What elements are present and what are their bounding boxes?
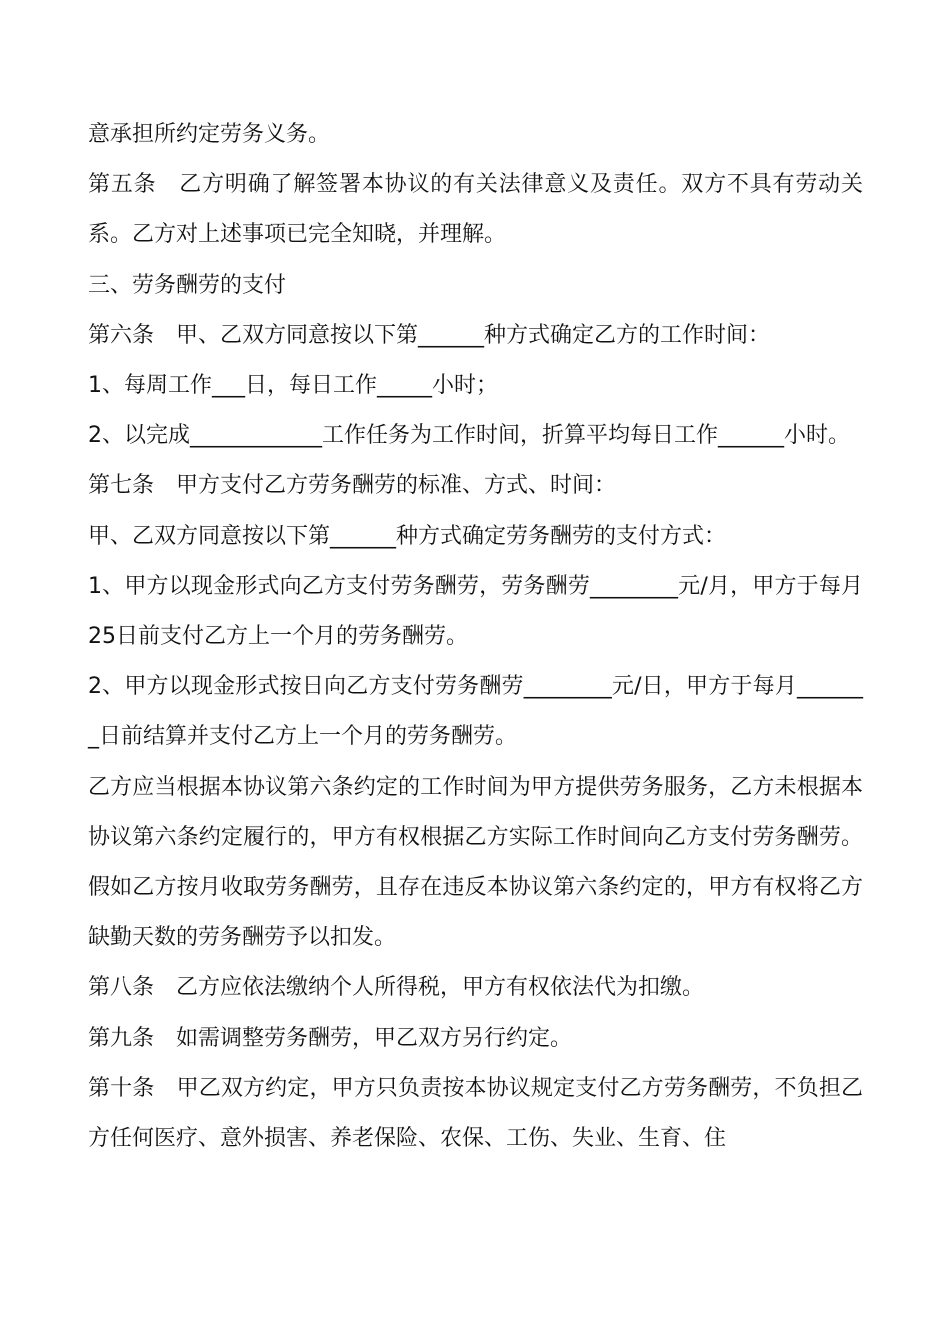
article-7-option-1: 1、甲方以现金形式向乙方支付劳务酬劳，劳务酬劳________元/月，甲方于每月25日前支付乙方上一个月的劳务酬劳。 [88, 573, 863, 650]
article-6-option-1: 1、每周工作___日，每日工作_____小时； [88, 373, 498, 399]
article-10: 第十条 甲乙双方约定，甲方只负责按本协议规定支付乙方劳务酬劳，不负担乙方任何医疗、意外损害、养老保险、农保、工伤、失业、生育、住 [88, 1075, 863, 1152]
article-6: 第六条 甲、乙双方同意按以下第______种方式确定乙方的工作时间： [88, 322, 771, 348]
article-7: 第七条 甲方支付乙方劳务酬劳的标准、方式、时间： [88, 473, 617, 499]
article-6-option-2: 2、以完成____________工作任务为工作时间，折算平均每日工作______小时。 [88, 423, 850, 449]
article-7-method: 甲、乙双方同意按以下第______种方式确定劳务酬劳的支付方式： [88, 523, 727, 549]
article-7-service-clause: 乙方应当根据本协议第六条约定的工作时间为甲方提供劳务服务，乙方未根据本协议第六条约定履行的，甲方有权根据乙方实际工作时间向乙方支付劳务酬劳。假如乙方按月收取劳务酬劳，且存在违反本协议第六条约定的，甲方有权将乙方缺勤天数的劳务酬劳予以扣发。 [88, 774, 863, 951]
document-body [88, 110, 863, 1164]
article-8: 第八条 乙方应依法缴纳个人所得税，甲方有权依法代为扣缴。 [88, 975, 705, 1001]
article-7-option-2: 2、甲方以现金形式按日向乙方支付劳务酬劳________元/日，甲方于每月_______日前结算并支付乙方上一个月的劳务酬劳。 [88, 674, 863, 750]
section-heading-payment: 三、劳务酬劳的支付 [88, 272, 287, 298]
article-9: 第九条 如需调整劳务酬劳，甲乙双方另行约定。 [88, 1025, 573, 1051]
article-5: 第五条 乙方明确了解签署本协议的有关法律意义及责任。双方不具有劳动关系。乙方对上述事项已完全知晓，并理解。 [88, 172, 863, 248]
paragraph-continuation: 意承担所约定劳务义务。 [88, 122, 331, 147]
